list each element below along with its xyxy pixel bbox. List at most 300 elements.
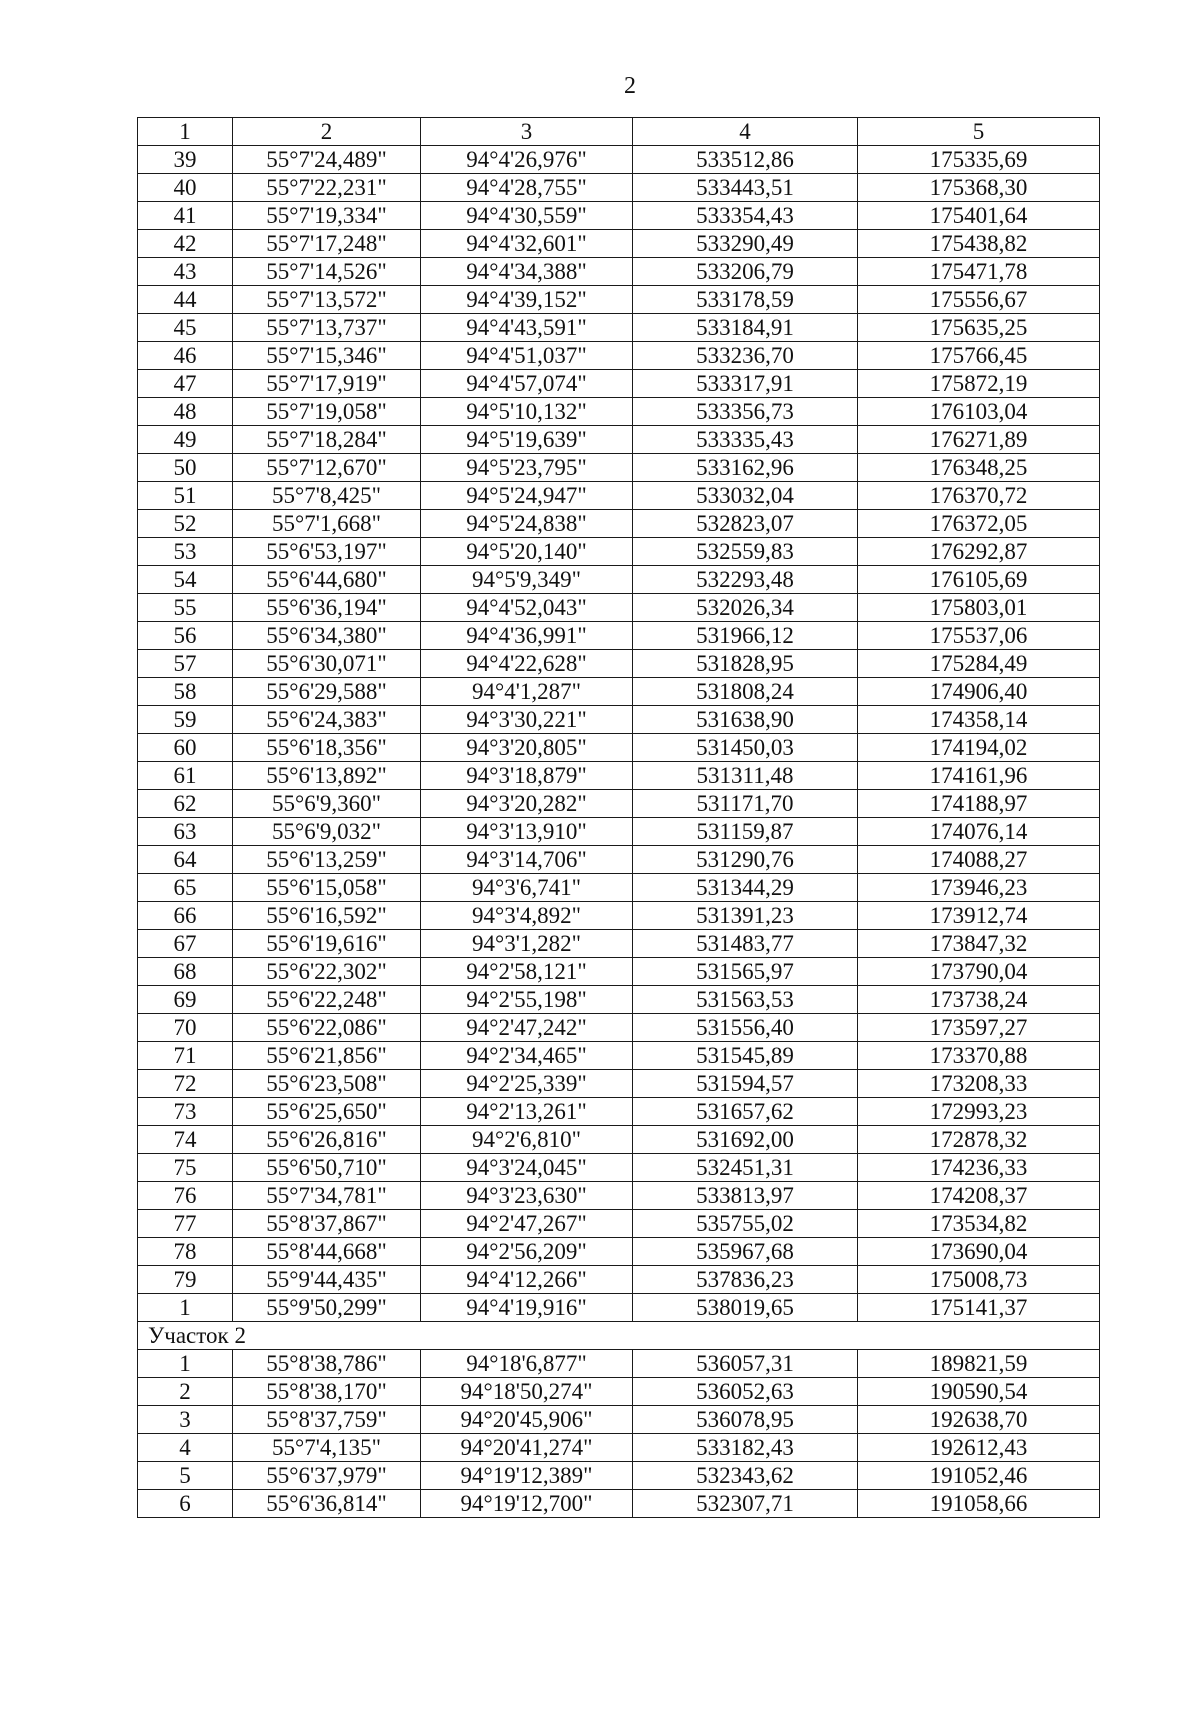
table-cell: 533236,70 [633,342,858,370]
table-cell: 536057,31 [633,1350,858,1378]
table-cell: 60 [138,734,233,762]
table-row [138,1238,1100,1266]
table-row [138,1434,1100,1462]
table-cell: 55°6'50,710" [233,1154,421,1182]
table-row [138,706,1100,734]
table-cell: 62 [138,790,233,818]
table-cell: 174188,97 [858,790,1100,818]
table-row [138,398,1100,426]
table-cell: 94°3'13,910" [421,818,633,846]
table-cell: 173912,74 [858,902,1100,930]
table-cell: 192638,70 [858,1406,1100,1434]
table-cell: 531594,57 [633,1070,858,1098]
table-cell: 173370,88 [858,1042,1100,1070]
table-cell: 531159,87 [633,818,858,846]
table-cell: 94°5'10,132" [421,398,633,426]
table-cell: 175471,78 [858,258,1100,286]
table-cell: 94°4'36,991" [421,622,633,650]
table-cell: 532823,07 [633,510,858,538]
table-cell: 175635,25 [858,314,1100,342]
table-cell: 533335,43 [633,426,858,454]
table-cell: 55°7'1,668" [233,510,421,538]
table-cell: 94°4'43,591" [421,314,633,342]
table-cell: 55°6'24,383" [233,706,421,734]
table-row [138,1070,1100,1098]
table-cell: 533512,86 [633,146,858,174]
table-cell: 94°4'30,559" [421,202,633,230]
table-cell: 531171,70 [633,790,858,818]
table-cell: 533317,91 [633,370,858,398]
table-cell: 94°3'6,741" [421,874,633,902]
table-cell: 176105,69 [858,566,1100,594]
table-cell: 173534,82 [858,1210,1100,1238]
table-cell: 533813,97 [633,1182,858,1210]
table-cell: 533182,43 [633,1434,858,1462]
table-row [138,1098,1100,1126]
section-label: Участок 2 [138,1322,1100,1350]
table-cell: 531311,48 [633,762,858,790]
table-cell: 174088,27 [858,846,1100,874]
table-cell: 1 [138,1294,233,1322]
table-cell: 533443,51 [633,174,858,202]
table-row [138,454,1100,482]
table-cell: 51 [138,482,233,510]
table-body [138,146,1100,1322]
table-cell: 531556,40 [633,1014,858,1042]
table-cell: 176103,04 [858,398,1100,426]
table-cell: 65 [138,874,233,902]
table-cell: 94°5'24,947" [421,482,633,510]
table-cell: 55°7'18,284" [233,426,421,454]
table-row [138,1042,1100,1070]
table-cell: 175766,45 [858,342,1100,370]
table-cell: 532307,71 [633,1490,858,1518]
table-cell: 94°3'20,282" [421,790,633,818]
table-cell: 174358,14 [858,706,1100,734]
table-cell: 173208,33 [858,1070,1100,1098]
table-cell: 55°7'13,572" [233,286,421,314]
table-cell: 6 [138,1490,233,1518]
table-cell: 61 [138,762,233,790]
table-cell: 538019,65 [633,1294,858,1322]
table-cell: 55°6'22,248" [233,986,421,1014]
table-cell: 71 [138,1042,233,1070]
table-cell: 94°18'50,274" [421,1378,633,1406]
table-cell: 55°6'15,058" [233,874,421,902]
table-cell: 94°4'34,388" [421,258,633,286]
table-cell: 55°7'24,489" [233,146,421,174]
table-cell: 94°2'47,267" [421,1210,633,1238]
table-row [138,986,1100,1014]
table-cell: 52 [138,510,233,538]
table-cell: 54 [138,566,233,594]
table-cell: 94°19'12,389" [421,1462,633,1490]
table-row [138,1182,1100,1210]
table-cell: 531483,77 [633,930,858,958]
table-cell: 55°6'13,259" [233,846,421,874]
table-cell: 175335,69 [858,146,1100,174]
table-cell: 536078,95 [633,1406,858,1434]
table-cell: 55°7'17,248" [233,230,421,258]
table-cell: 66 [138,902,233,930]
table-cell: 176348,25 [858,454,1100,482]
table-cell: 94°20'41,274" [421,1434,633,1462]
table-cell: 5 [138,1462,233,1490]
table-row [138,146,1100,174]
table-cell: 94°4'52,043" [421,594,633,622]
table-cell: 533354,43 [633,202,858,230]
table-cell: 537836,23 [633,1266,858,1294]
table-cell: 531545,89 [633,1042,858,1070]
table-cell: 531565,97 [633,958,858,986]
table-cell: 55°7'19,334" [233,202,421,230]
table-cell: 55°8'38,786" [233,1350,421,1378]
table-row [138,1294,1100,1322]
table-cell: 69 [138,986,233,1014]
table-row [138,650,1100,678]
table-cell: 175556,67 [858,286,1100,314]
table-row [138,342,1100,370]
table-cell: 535755,02 [633,1210,858,1238]
table-cell: 531808,24 [633,678,858,706]
table-cell: 531657,62 [633,1098,858,1126]
page-number: 2 [624,73,636,99]
table-cell: 55°6'53,197" [233,538,421,566]
table-cell: 94°3'1,282" [421,930,633,958]
table-cell: 173790,04 [858,958,1100,986]
table-cell: 94°2'25,339" [421,1070,633,1098]
table-row [138,678,1100,706]
table-row [138,370,1100,398]
table-cell: 94°4'32,601" [421,230,633,258]
table-cell: 58 [138,678,233,706]
table-cell: 94°5'20,140" [421,538,633,566]
table-cell: 55°7'12,670" [233,454,421,482]
table-cell: 55°6'13,892" [233,762,421,790]
table-cell: 175803,01 [858,594,1100,622]
table-cell: 175537,06 [858,622,1100,650]
table-cell: 94°4'26,976" [421,146,633,174]
table-cell: 175008,73 [858,1266,1100,1294]
table-cell: 94°2'13,261" [421,1098,633,1126]
table-cell: 46 [138,342,233,370]
coordinates-table [137,117,1100,1518]
table-cell: 172993,23 [858,1098,1100,1126]
table-cell: 55°6'19,616" [233,930,421,958]
table-cell: 55°6'44,680" [233,566,421,594]
table-cell: 535967,68 [633,1238,858,1266]
table-cell: 55°6'22,086" [233,1014,421,1042]
table-cell: 94°3'24,045" [421,1154,633,1182]
table-cell: 174236,33 [858,1154,1100,1182]
table-row [138,1266,1100,1294]
table-cell: 55°6'21,856" [233,1042,421,1070]
table-cell: 174208,37 [858,1182,1100,1210]
table-cell: 532343,62 [633,1462,858,1490]
table-cell: 176372,05 [858,510,1100,538]
table-row [138,482,1100,510]
table-cell: 39 [138,146,233,174]
table-cell: 41 [138,202,233,230]
table-cell: 79 [138,1266,233,1294]
table-cell: 50 [138,454,233,482]
table-cell: 175368,30 [858,174,1100,202]
table-cell: 190590,54 [858,1378,1100,1406]
header-col-1: 1 [138,118,233,146]
table-cell: 74 [138,1126,233,1154]
table-cell: 55°7'34,781" [233,1182,421,1210]
table-cell: 174906,40 [858,678,1100,706]
header-col-4: 4 [633,118,858,146]
table-cell: 94°2'56,209" [421,1238,633,1266]
table-cell: 94°2'55,198" [421,986,633,1014]
table-cell: 64 [138,846,233,874]
table-cell: 94°3'20,805" [421,734,633,762]
table-cell: 94°4'57,074" [421,370,633,398]
table-cell: 68 [138,958,233,986]
header-col-3: 3 [421,118,633,146]
table-cell: 94°5'24,838" [421,510,633,538]
table-cell: 67 [138,930,233,958]
table-cell: 47 [138,370,233,398]
table-cell: 55°6'23,508" [233,1070,421,1098]
table-cell: 94°3'18,879" [421,762,633,790]
header-row [138,118,1100,146]
table-cell: 55°6'9,360" [233,790,421,818]
table-cell: 94°4'12,266" [421,1266,633,1294]
table-cell: 94°18'6,877" [421,1350,633,1378]
table-cell: 532026,34 [633,594,858,622]
table-cell: 175872,19 [858,370,1100,398]
table-row [138,930,1100,958]
table-cell: 55°8'37,867" [233,1210,421,1238]
table-row [138,1126,1100,1154]
table-cell: 175401,64 [858,202,1100,230]
table-cell: 94°4'39,152" [421,286,633,314]
table-row [138,202,1100,230]
table-row [138,1406,1100,1434]
table-cell: 174161,96 [858,762,1100,790]
table-row [138,1210,1100,1238]
table-cell: 55°6'36,814" [233,1490,421,1518]
table-cell: 532559,83 [633,538,858,566]
table-row [138,1462,1100,1490]
table-cell: 533178,59 [633,286,858,314]
table-row [138,566,1100,594]
table-cell: 76 [138,1182,233,1210]
table-cell: 72 [138,1070,233,1098]
table-cell: 174194,02 [858,734,1100,762]
table-cell: 53 [138,538,233,566]
table-cell: 55°9'44,435" [233,1266,421,1294]
header-col-5: 5 [858,118,1100,146]
table-row [138,622,1100,650]
table-cell: 73 [138,1098,233,1126]
table-row [138,1378,1100,1406]
table-cell: 55°6'37,979" [233,1462,421,1490]
table-row [138,790,1100,818]
table-cell: 531563,53 [633,986,858,1014]
table-cell: 533032,04 [633,482,858,510]
table-cell: 55°6'30,071" [233,650,421,678]
table-cell: 55°7'14,526" [233,258,421,286]
table-cell: 4 [138,1434,233,1462]
table-cell: 94°3'23,630" [421,1182,633,1210]
table-cell: 533162,96 [633,454,858,482]
table-cell: 189821,59 [858,1350,1100,1378]
table-cell: 94°2'47,242" [421,1014,633,1042]
table-cell: 55°7'17,919" [233,370,421,398]
table-cell: 55°8'38,170" [233,1378,421,1406]
table-cell: 55°8'44,668" [233,1238,421,1266]
table-cell: 173847,32 [858,930,1100,958]
table-row [138,174,1100,202]
table-row [138,1350,1100,1378]
section-row [138,1322,1100,1350]
table-cell: 533356,73 [633,398,858,426]
table-cell: 175438,82 [858,230,1100,258]
section-header [138,1322,1100,1350]
table-cell: 55°6'26,816" [233,1126,421,1154]
table-cell: 173690,04 [858,1238,1100,1266]
table-row [138,818,1100,846]
table-cell: 533290,49 [633,230,858,258]
table-cell: 94°5'23,795" [421,454,633,482]
table-cell: 531290,76 [633,846,858,874]
table-cell: 172878,32 [858,1126,1100,1154]
table-row [138,958,1100,986]
table-cell: 94°3'30,221" [421,706,633,734]
table-cell: 1 [138,1350,233,1378]
table-cell: 40 [138,174,233,202]
table-cell: 55°6'36,194" [233,594,421,622]
table-row [138,426,1100,454]
table-cell: 45 [138,314,233,342]
table-cell: 533206,79 [633,258,858,286]
table-cell: 94°2'58,121" [421,958,633,986]
table-cell: 94°2'6,810" [421,1126,633,1154]
table-cell: 94°3'4,892" [421,902,633,930]
table-cell: 94°20'45,906" [421,1406,633,1434]
table-cell: 94°4'51,037" [421,342,633,370]
table-row [138,538,1100,566]
table-cell: 55°7'15,346" [233,342,421,370]
table-cell: 55°8'37,759" [233,1406,421,1434]
table-row [138,902,1100,930]
table-cell: 536052,63 [633,1378,858,1406]
table-cell: 75 [138,1154,233,1182]
table-row [138,314,1100,342]
table-cell: 55°7'13,737" [233,314,421,342]
table-cell: 44 [138,286,233,314]
table-cell: 94°4'22,628" [421,650,633,678]
table-cell: 531692,00 [633,1126,858,1154]
table-cell: 94°2'34,465" [421,1042,633,1070]
table-row [138,286,1100,314]
table-cell: 173946,23 [858,874,1100,902]
table-cell: 94°5'19,639" [421,426,633,454]
table-row [138,1154,1100,1182]
table-cell: 43 [138,258,233,286]
table-row [138,258,1100,286]
table-cell: 173738,24 [858,986,1100,1014]
table-row [138,594,1100,622]
table-cell: 57 [138,650,233,678]
table-cell: 94°4'19,916" [421,1294,633,1322]
table-cell: 55°6'16,592" [233,902,421,930]
table-cell: 42 [138,230,233,258]
table-row [138,510,1100,538]
table-cell: 55°6'29,588" [233,678,421,706]
table-cell: 175141,37 [858,1294,1100,1322]
table-cell: 532451,31 [633,1154,858,1182]
table-cell: 94°4'1,287" [421,678,633,706]
table-cell: 531828,95 [633,650,858,678]
table-cell: 531391,23 [633,902,858,930]
table-cell: 2 [138,1378,233,1406]
table-row [138,1490,1100,1518]
table-cell: 174076,14 [858,818,1100,846]
table-cell: 55°7'4,135" [233,1434,421,1462]
table-cell: 55 [138,594,233,622]
table-cell: 55°7'19,058" [233,398,421,426]
table-row [138,874,1100,902]
table-cell: 94°3'14,706" [421,846,633,874]
table-cell: 94°5'9,349" [421,566,633,594]
table-row [138,1014,1100,1042]
table-cell: 94°19'12,700" [421,1490,633,1518]
table-cell: 56 [138,622,233,650]
table-cell: 55°6'9,032" [233,818,421,846]
header-col-2: 2 [233,118,421,146]
table-cell: 533184,91 [633,314,858,342]
table-cell: 63 [138,818,233,846]
table-cell: 176370,72 [858,482,1100,510]
table-header [138,118,1100,146]
table-cell: 48 [138,398,233,426]
table-cell: 78 [138,1238,233,1266]
table-cell: 175284,49 [858,650,1100,678]
table-cell: 55°6'22,302" [233,958,421,986]
table-cell: 531966,12 [633,622,858,650]
table-row [138,734,1100,762]
table-cell: 55°7'8,425" [233,482,421,510]
table-cell: 59 [138,706,233,734]
table-cell: 55°9'50,299" [233,1294,421,1322]
table-cell: 55°6'18,356" [233,734,421,762]
table-cell: 531638,90 [633,706,858,734]
table-row [138,230,1100,258]
table-row [138,762,1100,790]
table-cell: 70 [138,1014,233,1042]
table-cell: 176292,87 [858,538,1100,566]
table-cell: 55°7'22,231" [233,174,421,202]
table-cell: 531344,29 [633,874,858,902]
table-cell: 55°6'34,380" [233,622,421,650]
table-cell: 531450,03 [633,734,858,762]
table-cell: 191052,46 [858,1462,1100,1490]
table-cell: 532293,48 [633,566,858,594]
table-cell: 94°4'28,755" [421,174,633,202]
table-cell: 191058,66 [858,1490,1100,1518]
table-cell: 49 [138,426,233,454]
table-row [138,846,1100,874]
table-cell: 173597,27 [858,1014,1100,1042]
table-cell: 3 [138,1406,233,1434]
section-body [138,1350,1100,1518]
table-cell: 77 [138,1210,233,1238]
table-cell: 176271,89 [858,426,1100,454]
